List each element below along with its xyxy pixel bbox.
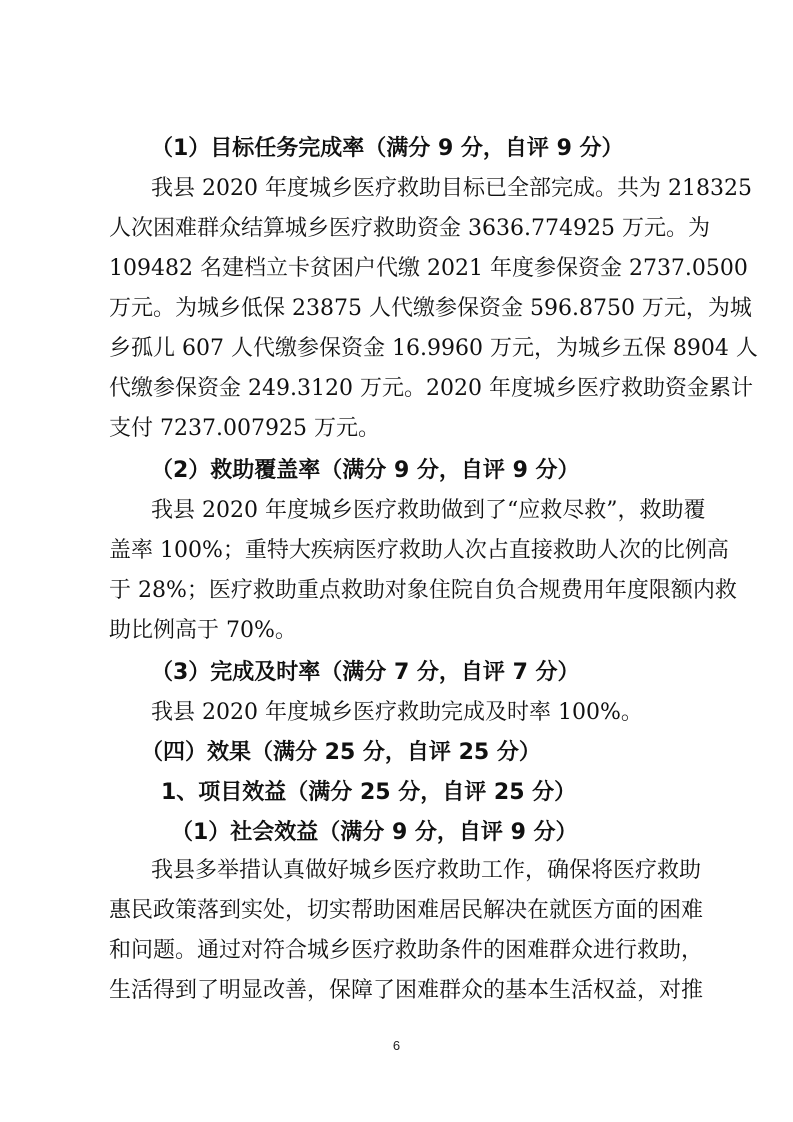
- paragraph-line: 和问题。通过对符合城乡医疗救助条件的困难群众进行救助，: [109, 938, 704, 963]
- page-number: 6: [392, 1038, 401, 1053]
- section-heading-effect: （四）效果（满分 25 分，自评 25 分）: [141, 740, 541, 765]
- paragraph-line: 万元。为城乡低保 23875 人代缴参保资金 596.8750 万元，为城: [109, 296, 752, 321]
- section-heading-target-completion: （1）目标任务完成率（满分 9 分，自评 9 分）: [151, 136, 624, 161]
- paragraph-line: 惠民政策落到实处，切实帮助困难居民解决在就医方面的困难: [109, 898, 704, 923]
- paragraph-line: 人次困难群众结算城乡医疗救助资金 3636.774925 万元。为: [109, 216, 710, 241]
- section-heading-timeliness: （3）完成及时率（满分 7 分，自评 7 分）: [151, 660, 580, 685]
- paragraph-line: 于 28%；医疗救助重点救助对象住院自负合规费用年度限额内救: [109, 578, 737, 603]
- paragraph-line: 代缴参保资金 249.3120 万元。2020 年度城乡医疗救助资金累计: [109, 376, 753, 401]
- section-heading-coverage: （2）救助覆盖率（满分 9 分，自评 9 分）: [151, 458, 580, 483]
- paragraph-line: 我县 2020 年度城乡医疗救助完成及时率 100%。: [151, 700, 643, 725]
- paragraph-line: 我县 2020 年度城乡医疗救助做到了“应救尽救”，救助覆: [151, 498, 706, 523]
- subsection-heading-project-benefit: 1、项目效益（满分 25 分，自评 25 分）: [161, 780, 577, 805]
- paragraph-line: 我县 2020 年度城乡医疗救助目标已全部完成。共为 218325: [151, 176, 752, 201]
- paragraph-line: 生活得到了明显改善，保障了困难群众的基本生活权益，对推: [109, 978, 704, 1003]
- paragraph-line: 支付 7237.007925 万元。: [109, 416, 380, 441]
- subsection-heading-social-benefit: （1）社会效益（满分 9 分，自评 9 分）: [171, 820, 578, 845]
- paragraph-line: 盖率 100%；重特大疾病医疗救助人次占直接救助人次的比例高: [109, 538, 729, 563]
- paragraph-line: 109482 名建档立卡贫困户代缴 2021 年度参保资金 2737.0500: [109, 256, 748, 281]
- paragraph-line: 助比例高于 70%。: [109, 618, 297, 643]
- paragraph-line: 乡孤儿 607 人代缴参保资金 16.9960 万元，为城乡五保 8904 人: [109, 336, 758, 361]
- paragraph-line: 我县多举措认真做好城乡医疗救助工作，确保将医疗救助: [151, 858, 702, 883]
